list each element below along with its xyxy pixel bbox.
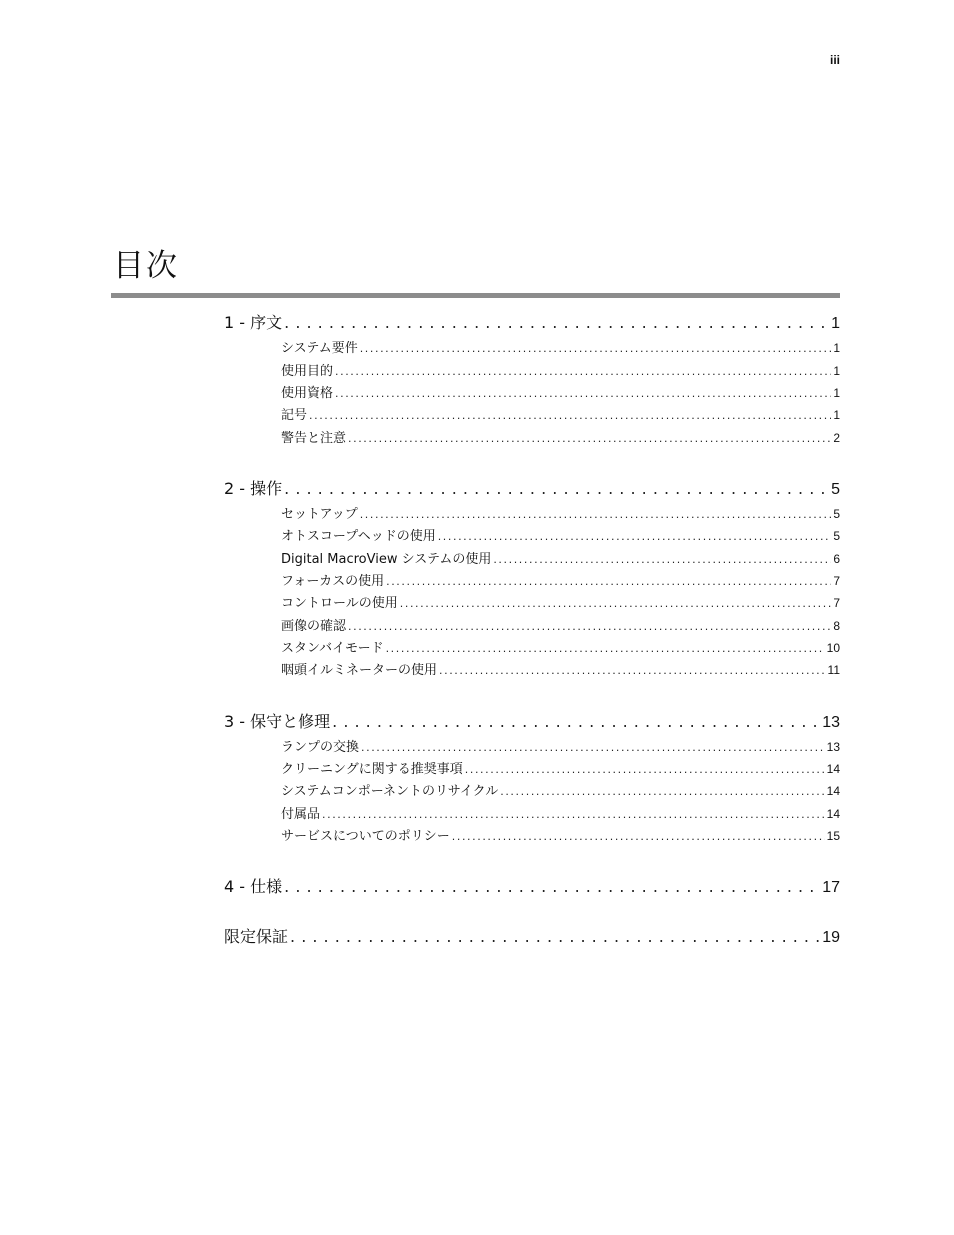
toc-section-focus[interactable]	[281, 571, 840, 591]
toc-page-number: 5	[833, 507, 840, 521]
toc-page-number: 14	[826, 784, 840, 798]
dot-leader	[348, 429, 831, 448]
toc-section-label: 使用資格	[281, 386, 334, 401]
toc-section-image-review[interactable]	[281, 616, 840, 636]
dot-leader	[284, 477, 829, 501]
toc-section-digital-macroview[interactable]	[281, 549, 840, 569]
toc-section-label: 警告と注意	[281, 431, 347, 446]
toc-chapter-label: 4 - 仕様	[224, 877, 283, 896]
toc-section-recycling[interactable]	[281, 781, 840, 801]
toc-page-number: 5	[831, 481, 840, 498]
toc-chapter-label: 3 - 保守と修理	[224, 712, 331, 731]
toc-section-label: フォーカスの使用	[281, 574, 385, 589]
toc-chapter-3[interactable]	[224, 710, 840, 734]
toc-page-number: 7	[833, 574, 840, 588]
toc-section-intended-use[interactable]	[281, 361, 840, 381]
page-number: iii	[829, 53, 840, 67]
dot-leader	[360, 505, 832, 524]
dot-leader	[309, 406, 831, 425]
toc-chapter-label: 2 - 操作	[224, 479, 283, 498]
toc-page-number: 8	[833, 619, 840, 633]
dot-leader	[438, 527, 832, 546]
dot-leader	[360, 339, 832, 358]
toc-page-number: 13	[822, 714, 840, 731]
toc-page-number: 6	[833, 552, 840, 566]
toc-section-service-policy[interactable]	[281, 826, 840, 846]
toc-section-label: システム要件	[281, 341, 358, 356]
dot-leader	[348, 617, 831, 636]
toc-chapter-label: 限定保証	[224, 927, 289, 946]
toc-page-number: 2	[833, 431, 840, 445]
dot-leader	[386, 572, 831, 591]
dot-leader	[465, 760, 825, 779]
dot-leader	[439, 661, 826, 680]
dot-leader	[400, 594, 832, 613]
toc-section-accessories[interactable]	[281, 804, 840, 824]
toc-page-number: 1	[833, 364, 840, 378]
toc-section-otoscope-head[interactable]	[281, 526, 840, 546]
toc-section-controls[interactable]	[281, 593, 840, 613]
toc-page-number: 1	[833, 408, 840, 422]
dot-leader	[335, 362, 831, 381]
dot-leader	[361, 738, 825, 757]
toc-page-number: 1	[833, 386, 840, 400]
toc-section-cleaning[interactable]	[281, 759, 840, 779]
toc-page-number: 13	[826, 740, 840, 754]
toc-section-label: 付属品	[281, 807, 321, 822]
toc-section-symbols[interactable]	[281, 405, 840, 425]
toc-limited-warranty[interactable]	[224, 925, 840, 949]
toc-section-label: システムコンポーネントのリサイクル	[281, 784, 499, 799]
toc-page-number: 10	[826, 641, 840, 655]
dot-leader	[322, 805, 825, 824]
toc-page-number: 7	[833, 596, 840, 610]
toc-page-number: 15	[826, 829, 840, 843]
dot-leader	[284, 311, 829, 335]
toc-section-throat-illuminator[interactable]	[281, 660, 840, 680]
toc-page-number: 17	[822, 879, 840, 896]
page-title: 目次	[113, 248, 179, 284]
toc-section-qualifications[interactable]	[281, 383, 840, 403]
dot-leader	[335, 384, 831, 403]
dot-leader	[493, 550, 831, 569]
toc-page-number: 5	[833, 529, 840, 543]
toc-section-label: 使用目的	[281, 364, 334, 379]
toc-section-label: Digital MacroView システムの使用	[281, 552, 492, 567]
toc-section-lamp-replacement[interactable]	[281, 737, 840, 757]
toc-section-standby[interactable]	[281, 638, 840, 658]
toc-section-label: 記号	[281, 408, 308, 423]
toc-page-number: 14	[826, 762, 840, 776]
toc-section-setup[interactable]	[281, 504, 840, 524]
toc-chapter-label: 1 - 序文	[224, 313, 283, 332]
toc-page-number: 1	[831, 315, 840, 332]
toc-page-number: 19	[822, 929, 840, 946]
toc-chapter-2[interactable]	[224, 477, 840, 501]
toc-section-system-requirements[interactable]	[281, 338, 840, 358]
toc-section-label: オトスコープヘッドの使用	[281, 529, 436, 544]
dot-leader	[284, 875, 820, 899]
toc-section-warnings[interactable]	[281, 428, 840, 448]
toc-section-label: 咽頭イルミネーターの使用	[281, 663, 438, 678]
toc-page-number: 1	[833, 341, 840, 355]
toc-section-label: サービスについてのポリシー	[281, 829, 450, 844]
dot-leader	[332, 710, 820, 734]
toc-chapter-1[interactable]	[224, 311, 840, 335]
toc-section-label: スタンバイモード	[281, 641, 384, 656]
toc-section-label: セットアップ	[281, 507, 358, 522]
toc-section-label: ランプの交換	[281, 740, 360, 755]
toc-section-label: クリーニングに関する推奨事項	[281, 762, 463, 777]
dot-leader	[386, 639, 825, 658]
dot-leader	[500, 782, 824, 801]
dot-leader	[452, 827, 825, 846]
toc-page-number: 11	[827, 663, 840, 677]
toc-section-label: コントロールの使用	[281, 596, 398, 611]
toc-section-label: 画像の確認	[281, 619, 347, 634]
toc-page-number: 14	[826, 807, 840, 821]
toc-chapter-4[interactable]	[224, 875, 840, 899]
dot-leader	[290, 925, 820, 949]
